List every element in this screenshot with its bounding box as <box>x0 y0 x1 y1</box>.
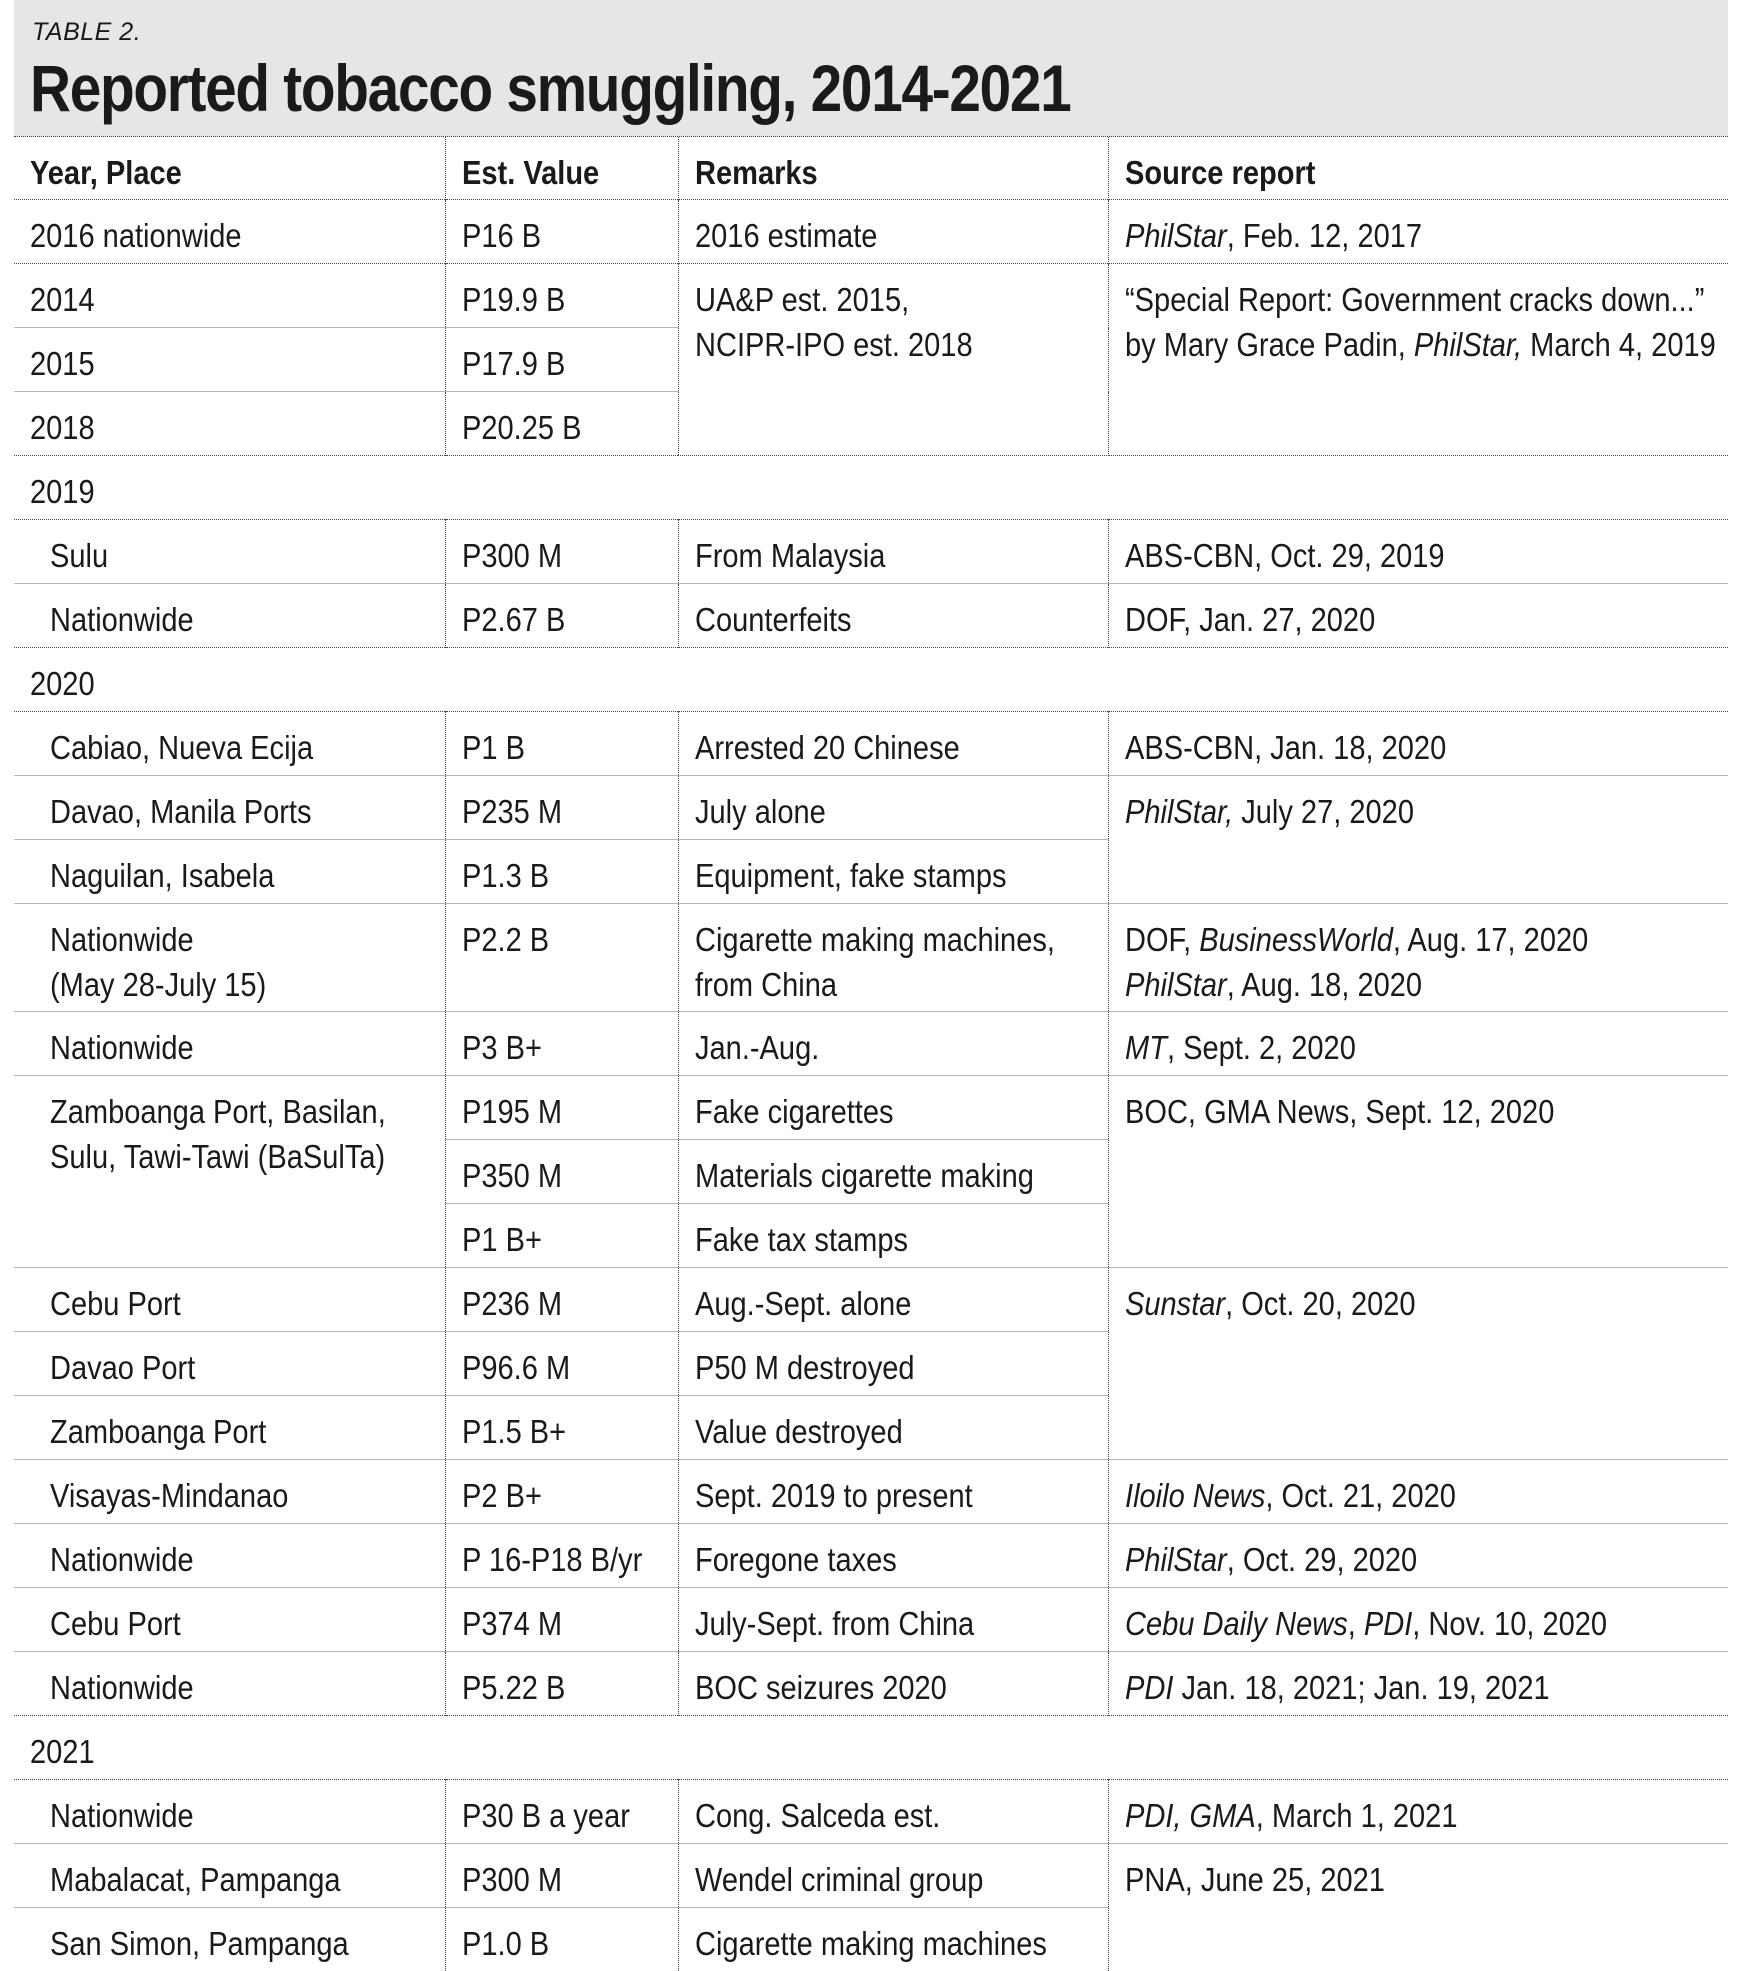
value-cell: P300 M <box>445 1844 678 1908</box>
source-cell: Cebu Daily News, PDI, Nov. 10, 2020 <box>1108 1588 1728 1652</box>
column-header: Remarks <box>678 137 1108 200</box>
value-cell: P19.9 B <box>445 264 678 328</box>
source-cell: PDI, GMA, March 1, 2021 <box>1108 1780 1728 1844</box>
value-cell: P1.5 B+ <box>445 1396 678 1460</box>
source-cell: MT, Sept. 2, 2020 <box>1108 1012 1728 1076</box>
place-cell: Naguilan, Isabela <box>14 840 445 904</box>
place-cell: 2014 <box>14 264 445 328</box>
remark-cell: July-Sept. from China <box>678 1588 1108 1652</box>
table-row <box>14 1268 1728 1332</box>
source-cell: ABS-CBN, Oct. 29, 2019 <box>1108 520 1728 584</box>
remark-cell: 2016 estimate <box>678 200 1108 264</box>
source-cell: “Special Report: Government cracks down...” by Mary Grace Padin, PhilStar, March 4, 2019 <box>1108 264 1728 456</box>
remark-cell: UA&P est. 2015, NCIPR-IPO est. 2018 <box>678 264 1108 456</box>
remark-cell: P50 M destroyed <box>678 1332 1108 1396</box>
place-cell: Cebu Port <box>14 1588 445 1652</box>
remark-cell: Value destroyed <box>678 1396 1108 1460</box>
place-cell: Zamboanga Port, Basilan, Sulu, Tawi-Tawi (BaSulTa) <box>14 1076 445 1268</box>
column-header: Source report <box>1108 137 1728 200</box>
value-cell: P1.3 B <box>445 840 678 904</box>
value-cell: P350 M <box>445 1140 678 1204</box>
table-header-band <box>14 0 1728 137</box>
smuggling-table <box>14 137 1728 1971</box>
remark-cell: Wendel criminal group <box>678 1844 1108 1908</box>
table-row <box>14 1588 1728 1652</box>
place-cell: 2016 nationwide <box>14 200 445 264</box>
value-cell: P96.6 M <box>445 1332 678 1396</box>
value-cell: P374 M <box>445 1588 678 1652</box>
source-cell: PhilStar, July 27, 2020 <box>1108 776 1728 904</box>
value-cell: P1.0 B <box>445 1908 678 1971</box>
source-cell: Iloilo News, Oct. 21, 2020 <box>1108 1460 1728 1524</box>
remark-cell: BOC seizures 2020 <box>678 1652 1108 1716</box>
place-cell: 2018 <box>14 392 445 456</box>
remark-cell: Counterfeits <box>678 584 1108 648</box>
place-cell: Sulu <box>14 520 445 584</box>
remark-cell: From Malaysia <box>678 520 1108 584</box>
source-cell: Sunstar, Oct. 20, 2020 <box>1108 1268 1728 1460</box>
table-row <box>14 1844 1728 1908</box>
year-row <box>14 648 1728 712</box>
value-cell: P300 M <box>445 520 678 584</box>
table-container <box>14 0 1728 1971</box>
remark-cell: July alone <box>678 776 1108 840</box>
place-cell: Nationwide <box>14 584 445 648</box>
year-label: 2019 <box>14 456 1728 520</box>
remark-cell: Fake tax stamps <box>678 1204 1108 1268</box>
value-cell: P17.9 B <box>445 328 678 392</box>
place-cell: 2015 <box>14 328 445 392</box>
place-cell: Cebu Port <box>14 1268 445 1332</box>
page-title: Reported tobacco smuggling, 2014-2021 <box>30 50 1070 126</box>
value-cell: P3 B+ <box>445 1012 678 1076</box>
value-cell: P16 B <box>445 200 678 264</box>
table-row <box>14 1012 1728 1076</box>
column-header: Year, Place <box>14 137 445 200</box>
remark-cell: Arrested 20 Chinese <box>678 712 1108 776</box>
year-label: 2020 <box>14 648 1728 712</box>
remark-cell: Sept. 2019 to present <box>678 1460 1108 1524</box>
value-cell: P2 B+ <box>445 1460 678 1524</box>
table-row <box>14 264 1728 328</box>
table-row <box>14 776 1728 840</box>
table-row <box>14 200 1728 264</box>
header-row <box>14 137 1728 200</box>
place-cell: Nationwide <box>14 1780 445 1844</box>
value-cell: P30 B a year <box>445 1780 678 1844</box>
year-label: 2021 <box>14 1716 1728 1780</box>
table-row <box>14 1780 1728 1844</box>
year-row <box>14 456 1728 520</box>
place-cell: Nationwide <box>14 1652 445 1716</box>
remark-cell: Equipment, fake stamps <box>678 840 1108 904</box>
remark-cell: Fake cigarettes <box>678 1076 1108 1140</box>
source-cell: PhilStar, Feb. 12, 2017 <box>1108 200 1728 264</box>
place-cell: Cabiao, Nueva Ecija <box>14 712 445 776</box>
source-cell: PDI Jan. 18, 2021; Jan. 19, 2021 <box>1108 1652 1728 1716</box>
remark-cell: Aug.-Sept. alone <box>678 1268 1108 1332</box>
value-cell: P195 M <box>445 1076 678 1140</box>
place-cell: Nationwide (May 28-July 15) <box>14 904 445 1012</box>
value-cell: P 16-P18 B/yr <box>445 1524 678 1588</box>
remark-cell: Cong. Salceda est. <box>678 1780 1108 1844</box>
table-row <box>14 1076 1728 1140</box>
source-cell: BOC, GMA News, Sept. 12, 2020 <box>1108 1076 1728 1268</box>
source-cell: DOF, Jan. 27, 2020 <box>1108 584 1728 648</box>
place-cell: Nationwide <box>14 1524 445 1588</box>
remark-cell: Materials cigarette making <box>678 1140 1108 1204</box>
year-row <box>14 1716 1728 1780</box>
value-cell: P236 M <box>445 1268 678 1332</box>
table-row <box>14 1460 1728 1524</box>
table-row <box>14 1524 1728 1588</box>
place-cell: Visayas-Mindanao <box>14 1460 445 1524</box>
place-cell: Zamboanga Port <box>14 1396 445 1460</box>
place-cell: Nationwide <box>14 1012 445 1076</box>
place-cell: Mabalacat, Pampanga <box>14 1844 445 1908</box>
value-cell: P1 B <box>445 712 678 776</box>
source-cell: PhilStar, Oct. 29, 2020 <box>1108 1524 1728 1588</box>
remark-cell: Jan.-Aug. <box>678 1012 1108 1076</box>
place-cell: Davao, Manila Ports <box>14 776 445 840</box>
remark-cell: Foregone taxes <box>678 1524 1108 1588</box>
table-row <box>14 1652 1728 1716</box>
source-cell: ABS-CBN, Jan. 18, 2020 <box>1108 712 1728 776</box>
source-cell: PNA, June 25, 2021 <box>1108 1844 1728 1971</box>
value-cell: P5.22 B <box>445 1652 678 1716</box>
remark-cell: Cigarette making machines, from China <box>678 904 1108 1012</box>
source-cell: DOF, BusinessWorld, Aug. 17, 2020 PhilStar, Aug. 18, 2020 <box>1108 904 1728 1012</box>
table-row <box>14 712 1728 776</box>
place-cell: Davao Port <box>14 1332 445 1396</box>
value-cell: P2.2 B <box>445 904 678 1012</box>
value-cell: P235 M <box>445 776 678 840</box>
place-cell: San Simon, Pampanga <box>14 1908 445 1971</box>
value-cell: P20.25 B <box>445 392 678 456</box>
table-label: TABLE 2. <box>32 18 141 47</box>
value-cell: P1 B+ <box>445 1204 678 1268</box>
column-header: Est. Value <box>445 137 678 200</box>
table-row <box>14 904 1728 1012</box>
table-row <box>14 520 1728 584</box>
table-row <box>14 584 1728 648</box>
value-cell: P2.67 B <box>445 584 678 648</box>
remark-cell: Cigarette making machines <box>678 1908 1108 1971</box>
